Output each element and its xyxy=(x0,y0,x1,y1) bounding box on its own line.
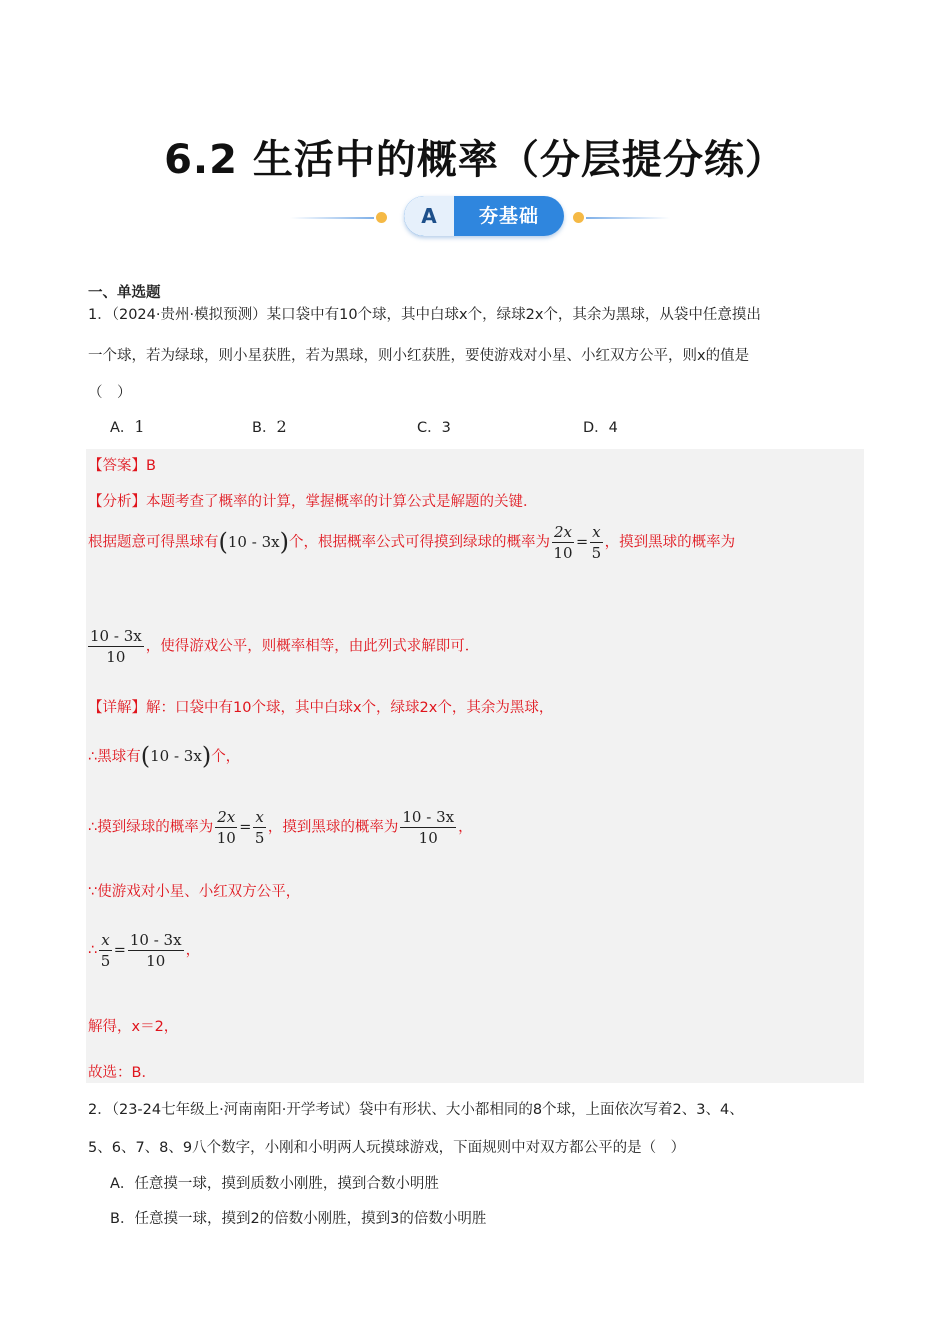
paren-expr: (10 - 3x) xyxy=(140,742,212,770)
q1-option-a[interactable] xyxy=(110,416,145,437)
option-key: B． xyxy=(252,420,277,436)
fraction: $\frac{2x}{10}$ xyxy=(216,808,236,847)
s4-pre: ∴ xyxy=(88,942,98,959)
s1-pre: ∴黑球有 xyxy=(88,749,141,765)
badge-pill xyxy=(404,196,564,236)
expr: 10 - 3x xyxy=(150,747,202,765)
decor-dot-right xyxy=(573,212,584,223)
detail-text: 【详解】解：口袋中有10个球，其中白球x个，绿球2x个，其余为黑球， xyxy=(88,700,554,716)
analysis-line3 xyxy=(86,626,479,667)
expr: 10 - 3x xyxy=(227,532,280,551)
option-value: 2 xyxy=(276,417,287,436)
fraction: $\frac{10 - 3x}{10}$ xyxy=(129,931,182,970)
option-key: C． xyxy=(417,420,442,436)
fraction: $\frac{2x}{10}$ xyxy=(553,523,573,562)
paren-expr: (10 - 3x) xyxy=(218,527,289,556)
q2-line2: 5、6、7、8、9八个数字，小刚和小明两人玩摸球游戏，下面规则中对双方都公平的是（ ） xyxy=(88,1140,686,1156)
q2-line1: 2．（23-24七年级上·河南南阳·开学考试）袋中有形状、大小都相同的8个球，上面依次写着2、3、4、 xyxy=(88,1102,744,1118)
q2-option-a[interactable]: A．任意摸一球，摸到质数小刚胜，摸到合数小明胜 xyxy=(110,1176,439,1192)
fraction: $\frac{10 - 3x}{10}$ xyxy=(90,627,142,666)
step-5: 解得，x＝2， xyxy=(88,1019,179,1035)
q1-option-b[interactable] xyxy=(252,416,287,437)
option-value: 1 xyxy=(134,417,145,436)
decor-line-left xyxy=(290,217,374,219)
q1-option-c[interactable] xyxy=(417,416,451,437)
decor-line-right xyxy=(586,217,670,219)
q1-line2: 一个球，若为绿球，则小星获胜，若为黑球，则小红获胜，要使游戏对小星、小红双方公平，则x的值是 xyxy=(88,348,750,364)
equals-sign: = xyxy=(239,819,252,836)
a2-pre: 根据题意可得黑球有 xyxy=(88,534,219,551)
answer-label: 【答案】B xyxy=(88,458,156,474)
fraction: $\frac{x}{5}$ xyxy=(591,523,602,562)
a2-mid: 个，根据概率公式可得摸到绿球的概率为 xyxy=(288,534,550,551)
equals-sign: = xyxy=(113,942,126,959)
s4-post: ， xyxy=(185,942,201,959)
s1-post: 个， xyxy=(211,749,241,765)
level-badge xyxy=(290,194,670,240)
s2-mid: ，摸到黑球的概率为 xyxy=(267,819,399,836)
fraction: $\frac{x}{5}$ xyxy=(254,808,265,847)
analysis-line2 xyxy=(88,522,735,563)
option-value: 4 xyxy=(608,420,618,436)
q2-option-b[interactable]: B．任意摸一球，摸到2的倍数小刚胜，摸到3的倍数小明胜 xyxy=(110,1211,487,1227)
analysis-text: 【分析】本题考查了概率的计算，掌握概率的计算公式是解题的关键． xyxy=(88,494,538,510)
equals-sign: = xyxy=(575,534,589,551)
step-2 xyxy=(88,807,473,848)
fraction: $\frac{10 - 3x}{10}$ xyxy=(402,808,455,847)
fraction: $\frac{x}{5}$ xyxy=(100,931,111,970)
step-6: 故选：B． xyxy=(88,1065,156,1081)
s2-pre: ∴摸到绿球的概率为 xyxy=(88,819,214,836)
badge-text: 夯基础 xyxy=(478,205,539,227)
a3-post: ，使得游戏公平，则概率相等，由此列式求解即可． xyxy=(145,638,480,655)
q1-line1: 1．（2024·贵州·模拟预测）某口袋中有10个球，其中白球x个，绿球2x个，其余为黑球，从袋中任意摸出 xyxy=(88,307,761,323)
option-value: 3 xyxy=(441,420,451,436)
q1-option-d[interactable] xyxy=(583,416,618,437)
a2-post: ，摸到黑球的概率为 xyxy=(604,534,736,551)
step-3: ∵使游戏对小星、小红双方公平， xyxy=(88,884,301,900)
option-key: D． xyxy=(583,420,609,436)
badge-letter: A xyxy=(404,196,454,236)
page-title: 6.2 生活中的概率（分层提分练） xyxy=(164,137,786,183)
section-heading: 一、单选题 xyxy=(88,285,161,301)
step-1 xyxy=(88,742,240,770)
option-key: A． xyxy=(110,420,135,436)
step-4 xyxy=(88,930,200,971)
q1-line3: （ ） xyxy=(88,385,132,401)
decor-dot-left xyxy=(376,212,387,223)
s2-post: ， xyxy=(458,819,473,836)
